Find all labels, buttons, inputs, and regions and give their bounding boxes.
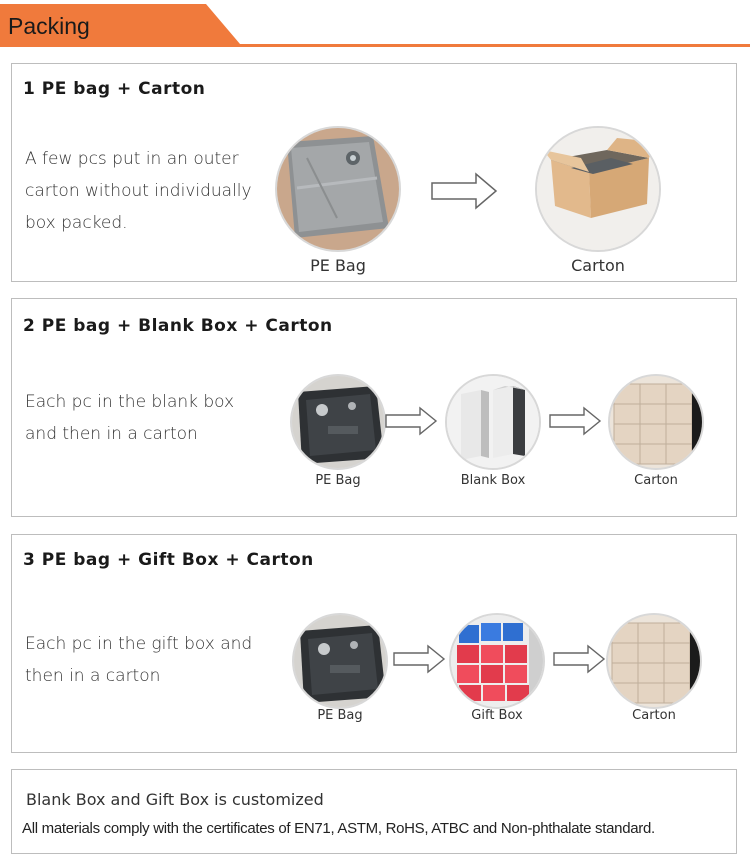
step-label: Carton [571, 256, 625, 275]
carton-image [535, 126, 661, 252]
pe-bag-image [292, 613, 388, 709]
arrow-right-icon [384, 406, 438, 436]
arrow-right-icon [548, 406, 602, 436]
carton-stack-image [606, 613, 702, 709]
step-label: PE Bag [310, 256, 366, 275]
step-label: Blank Box [460, 473, 526, 488]
pe-bag-image [275, 126, 401, 252]
page-title: Packing [8, 13, 90, 39]
pe-bag-image [290, 374, 386, 470]
step-label: Gift Box [471, 708, 523, 723]
option-description: Each pc in the blank box and then in a carton [25, 392, 235, 444]
header-underline [0, 44, 750, 47]
step-label: PE Bag [317, 708, 363, 723]
step-label: Carton [634, 473, 678, 488]
packing-option-3 [11, 534, 737, 753]
option-title: 1 PE bag + Carton [23, 79, 206, 99]
option-title: 2 PE bag + Blank Box + Carton [23, 316, 333, 336]
option-description: A few pcs put in an outer carton without individually box packed. [25, 149, 252, 233]
packing-option-1 [11, 63, 737, 282]
arrow-right-icon [392, 644, 446, 674]
notes-panel [11, 769, 737, 854]
step-label: PE Bag [315, 473, 361, 488]
option-description: Each pc in the gift box and then in a carton [25, 634, 253, 686]
section-header [0, 0, 750, 48]
packing-option-2 [11, 298, 737, 517]
customization-note: Blank Box and Gift Box is customized [26, 790, 324, 809]
carton-stack-image [608, 374, 704, 470]
option-title: 3 PE bag + Gift Box + Carton [23, 550, 314, 570]
step-label: Carton [632, 708, 676, 723]
arrow-right-icon [552, 644, 606, 674]
gift-box-image [449, 613, 545, 709]
blank-box-image [445, 374, 541, 470]
arrow-right-icon [430, 171, 500, 211]
compliance-note: All materials comply with the certificates of EN71, ASTM, RoHS, ATBC and Non-phthalate standard. [22, 820, 655, 837]
